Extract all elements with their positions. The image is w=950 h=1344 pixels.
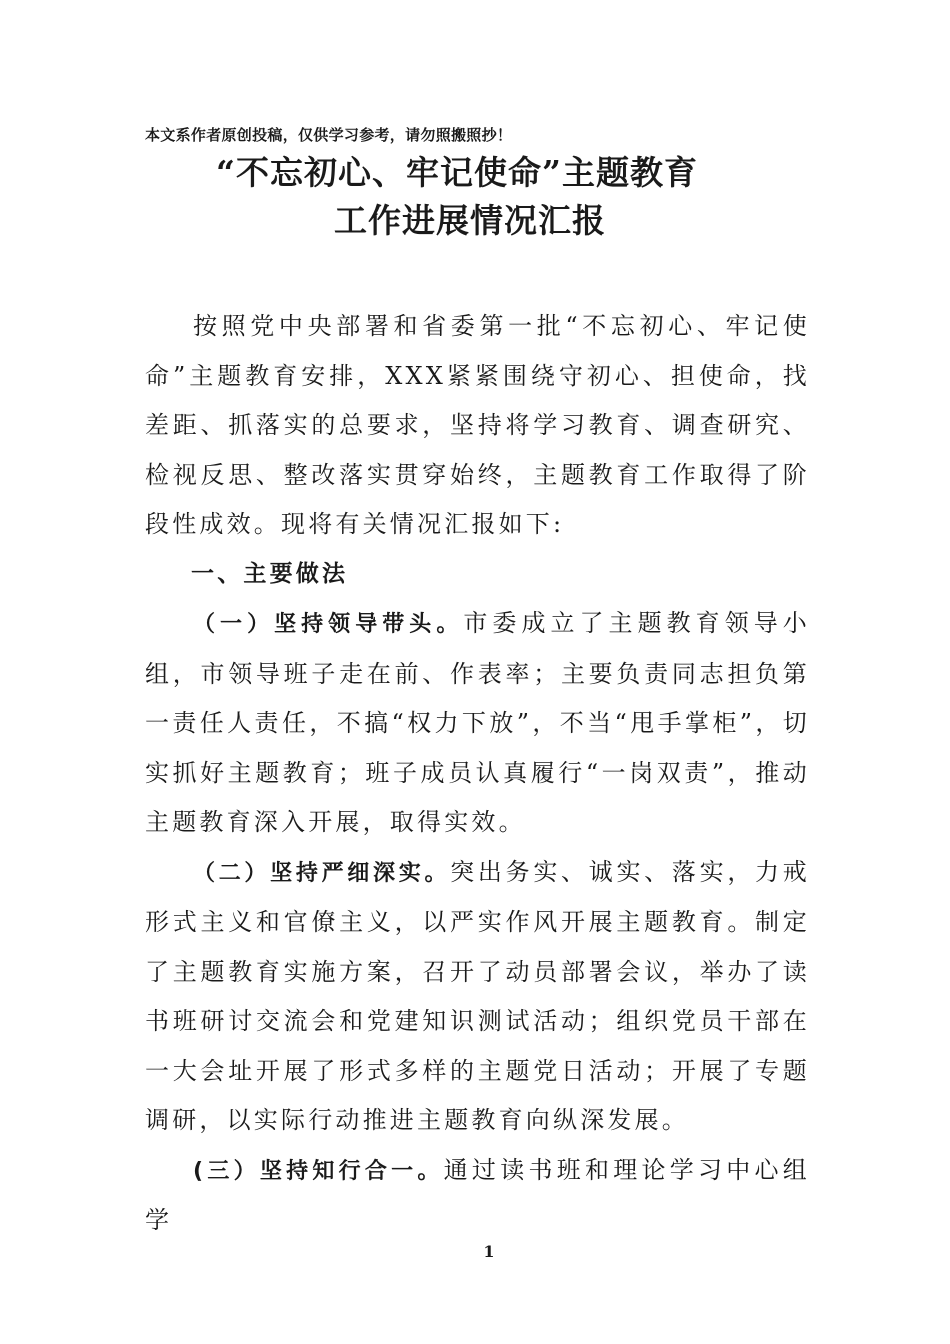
paragraph-lead: (三）坚持知行合一。 [193, 1158, 444, 1184]
paragraph-text: 突出务实、诚实、落实，力戒形式主义和官僚主义，以严实作风开展主题教育。制定了主题教育实施方案，召开了动员部署会议，举办了读书班研讨交流会和党建知识测试活动；组织党员干部在一大会址开展了形式多样的主题党日活动；开展了专题调研，以实际行动推进主题教育向纵深发展。 [145, 857, 810, 1134]
paragraph-lead: （二）坚持严细深实。 [193, 860, 451, 886]
document-body [145, 302, 810, 1246]
copyright-notice: 本文系作者原创投稿，仅供学习参考，请勿照搬照抄！ [145, 126, 513, 144]
paragraph-text: 通过读书班和理论学习中心组学 [145, 1155, 810, 1234]
page-number: 1 [483, 1242, 495, 1261]
document-title-line-2: 工作进展情况汇报 [334, 201, 606, 240]
section-heading: 一、主要做法 [191, 560, 349, 587]
body-paragraph-2 [145, 848, 810, 1146]
intro-paragraph: 按照党中央部署和省委第一批“不忘初心、牢记使命”主题教育安排，XXX紧紧围绕守初心、担使命，找差距、抓落实的总要求，坚持将学习教育、调查研究、检视反思、整改落实贯穿始终，主题教育工作取得了阶段性成效。现将有关情况汇报如下: [145, 312, 810, 538]
body-paragraph-1 [145, 599, 810, 848]
paragraph-lead: （一）坚持领导带头。 [193, 612, 464, 637]
paragraph-text: 市委成立了主题教育领导小组，市领导班子走在前、作表率；主要负责同志担负第一责任人责任，不搞“权力下放”，不当“甩手掌柜”，切实抓好主题教育；班子成员认真履行“一岗双责”，推动主题教育深入开展，取得实效。 [145, 609, 810, 836]
body-paragraph-3 [145, 1146, 810, 1246]
document-title-line-1: “不忘初心、牢记使命”主题教育 [216, 153, 698, 192]
